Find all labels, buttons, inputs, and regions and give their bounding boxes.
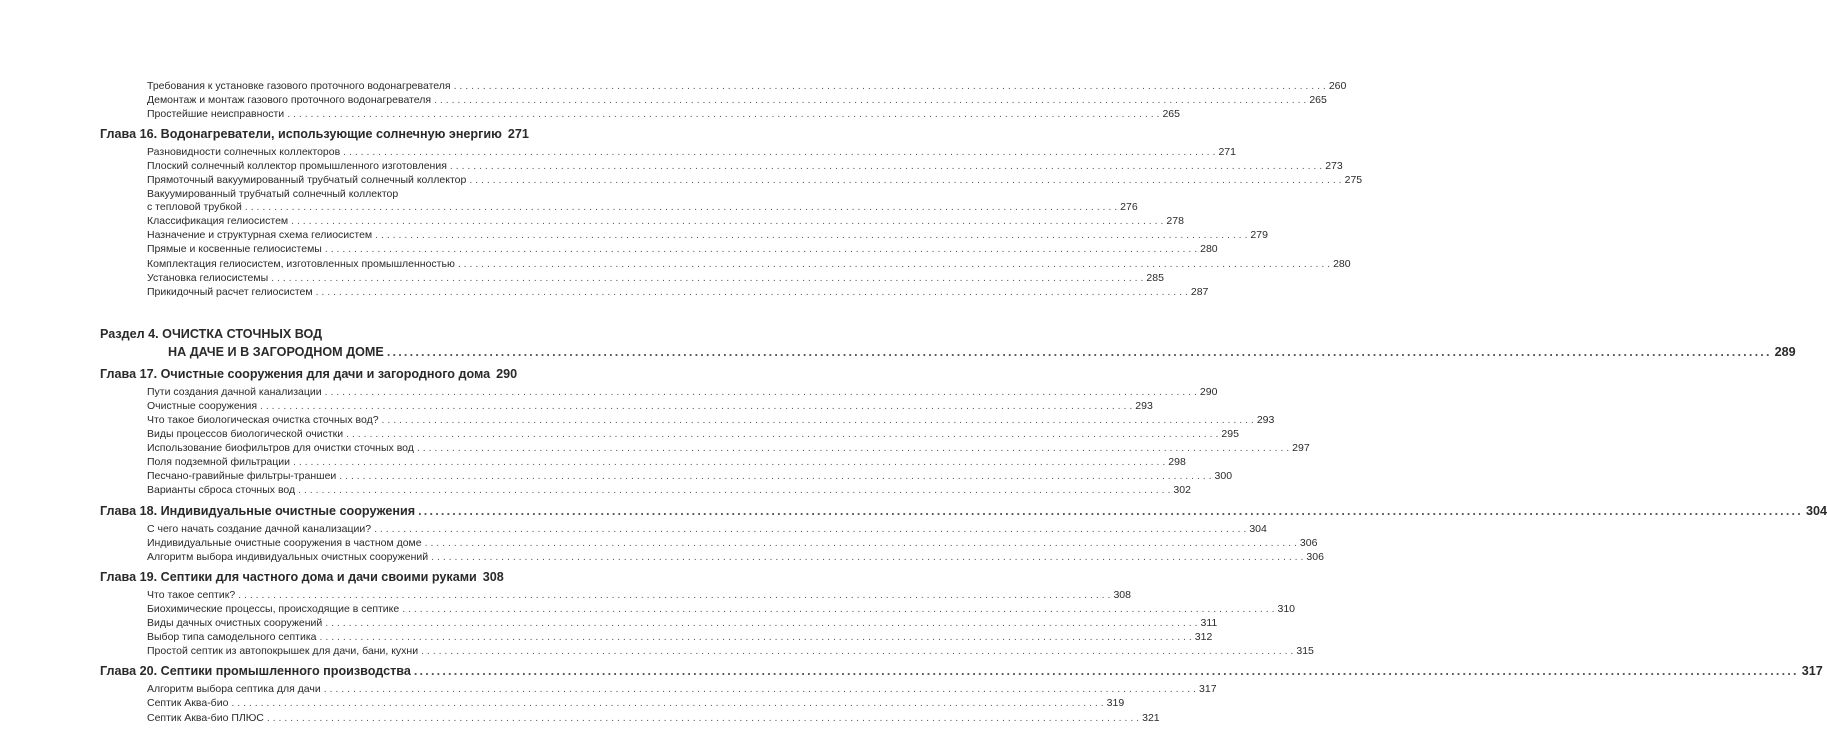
toc-entry — [100, 242, 1218, 256]
chapter-heading-17 — [100, 365, 518, 383]
section-title-continued: НА ДАЧЕ И В ЗАГОРОДНОМ ДОМЕ — [168, 344, 384, 359]
entry-title: Песчано-гравийные фильтры-траншеи — [147, 470, 337, 483]
entry-page: 265 — [1309, 94, 1327, 107]
toc-entry — [100, 588, 1131, 602]
chapter-title: Глава 18. Индивидуальные очистные сооружения — [100, 503, 416, 518]
entry-title: Назначение и структурная схема гелиосистем — [147, 229, 373, 242]
toc-entry — [100, 550, 1324, 564]
entry-page: 306 — [1306, 550, 1324, 563]
entry-title: Классификация гелиосистем — [147, 215, 289, 228]
dot-leader — [271, 271, 1143, 285]
entry-title: Септик Аква-био — [147, 697, 229, 710]
entry-page: 271 — [1218, 146, 1236, 159]
dot-leader — [434, 93, 1306, 107]
dot-leader — [320, 630, 1192, 644]
dot-leader — [339, 469, 1211, 483]
dot-leader — [287, 107, 1159, 121]
entry-page: 276 — [1120, 201, 1138, 214]
dot-leader — [402, 602, 1274, 616]
entry-page: 317 — [1199, 683, 1217, 696]
toc-entry — [100, 257, 1351, 271]
entry-title: Прикидочный расчет гелиосистем — [147, 285, 313, 298]
dot-leader — [450, 159, 1322, 173]
dot-leader — [325, 242, 1197, 256]
dot-leader — [421, 644, 1293, 658]
dot-leader — [293, 455, 1165, 469]
dot-leader — [374, 522, 1246, 536]
dot-leader — [417, 441, 1289, 455]
dot-leader — [375, 228, 1247, 242]
entry-title: Что такое септик? — [147, 588, 236, 601]
chapter-heading-18 — [100, 502, 1827, 520]
chapter-page: 304 — [1805, 503, 1827, 518]
entry-page: 265 — [1162, 108, 1180, 121]
entry-page: 290 — [1199, 385, 1218, 398]
chapter-heading-20 — [100, 662, 1823, 680]
dot-leader — [387, 343, 1772, 361]
dot-leader — [298, 483, 1170, 497]
dot-leader — [231, 696, 1103, 710]
section-heading-line2 — [100, 343, 1796, 361]
dot-leader — [291, 214, 1163, 228]
entry-page: 312 — [1194, 631, 1213, 644]
toc-entry — [100, 427, 1239, 441]
toc-entry — [100, 682, 1217, 696]
entry-page: 297 — [1292, 442, 1310, 455]
entry-title: Выбор типа самодельного септика — [147, 631, 317, 644]
chapter-page: 290 — [496, 366, 518, 381]
entry-page: 321 — [1142, 711, 1160, 724]
toc-entry — [100, 228, 1268, 242]
toc-entry — [100, 271, 1164, 285]
chapter-page: 271 — [507, 127, 529, 142]
chapter-title: Глава 19. Септики для частного дома и дачи своими руками — [100, 569, 477, 584]
entry-title: Требования к установке газового проточного водонагревателя — [147, 80, 451, 92]
entry-title: Поля подземной фильтрации — [147, 456, 290, 469]
table-of-contents — [100, 79, 1827, 725]
section-heading-line1 — [100, 325, 502, 343]
entry-title: Алгоритм выбора индивидуальных очистных сооружений — [147, 550, 429, 563]
entry-title: Разновидности солнечных коллекторов — [147, 146, 341, 159]
toc-entry — [100, 145, 1236, 159]
chapter-page: 308 — [482, 569, 504, 584]
toc-entry — [100, 536, 1318, 550]
toc-entry — [100, 285, 1209, 299]
chapter-heading-19 — [100, 568, 502, 586]
dot-leader — [325, 616, 1197, 630]
entry-title: Прямоточный вакуумированный трубчатый солнечный коллектор — [147, 174, 467, 187]
entry-title: Индивидуальные очистные сооружения в частном доме — [147, 536, 422, 549]
toc-entry — [100, 630, 1213, 644]
entry-page: 293 — [1256, 414, 1275, 426]
entry-title: Что такое биологическая очистка сточных вод? — [147, 414, 379, 426]
toc-entry-first-line — [100, 188, 502, 201]
entry-page: 295 — [1221, 428, 1239, 441]
entry-title: Виды дачных очистных сооружений — [147, 617, 323, 630]
toc-entry — [100, 469, 1233, 483]
entry-page: 285 — [1146, 271, 1164, 284]
entry-page: 280 — [1200, 243, 1218, 256]
entry-title: Демонтаж и монтаж газового проточного водонагревателя — [147, 94, 432, 107]
toc-entry — [100, 522, 1267, 536]
entry-title: Пути создания дачной канализации — [147, 385, 322, 398]
dot-leader — [346, 427, 1218, 441]
entry-title: Биохимические процессы, происходящие в септике — [147, 602, 400, 615]
entry-page: 310 — [1277, 602, 1296, 615]
entry-page: 278 — [1166, 215, 1184, 228]
entry-page: 279 — [1250, 229, 1268, 242]
dot-leader — [418, 502, 1803, 520]
dot-leader — [324, 682, 1196, 696]
entry-title: с тепловой трубкой — [147, 201, 242, 214]
chapter-heading-16 — [100, 125, 529, 143]
entry-title: Виды процессов биологической очистки — [147, 428, 344, 441]
dot-leader — [325, 385, 1197, 399]
dot-leader — [454, 79, 1326, 93]
toc-entry — [100, 79, 1347, 93]
toc-entry — [100, 602, 1296, 616]
entry-page: 275 — [1344, 174, 1363, 187]
entry-title: Прямые и косвенные гелиосистемы — [147, 243, 322, 256]
chapter-title: Глава 16. Водонагреватели, использующие солнечную энергию — [100, 127, 502, 142]
dot-leader — [414, 662, 1799, 680]
section-page: 289 — [1774, 344, 1796, 359]
toc-entry — [100, 385, 1218, 399]
entry-title: Плоский солнечный коллектор промышленного изготовления — [147, 160, 447, 173]
dot-leader — [458, 257, 1330, 271]
entry-title: Комплектация гелиосистем, изготовленных промышленностью — [147, 257, 455, 270]
dot-leader — [245, 200, 1117, 214]
entry-page: 298 — [1168, 456, 1186, 469]
entry-title: Очистные сооружения — [147, 399, 258, 412]
toc-entry — [100, 696, 1125, 710]
entry-page: 287 — [1190, 285, 1209, 298]
dot-leader — [316, 285, 1188, 299]
toc-entry — [100, 200, 1138, 214]
entry-page: 311 — [1200, 617, 1218, 630]
toc-entry — [100, 483, 1191, 497]
toc-entry — [100, 93, 1327, 107]
toc-entry — [100, 616, 1218, 630]
toc-entry — [100, 173, 1363, 187]
entry-title: Варианты сброса сточных вод — [147, 484, 296, 497]
chapter-page: 317 — [1801, 664, 1823, 679]
dot-leader — [382, 413, 1254, 427]
entry-page: 306 — [1299, 536, 1318, 549]
entry-title: Использование биофильтров для очистки сточных вод — [147, 442, 414, 455]
entry-title: Простой септик из автопокрышек для дачи, бани, кухни — [147, 645, 419, 658]
section-spacer — [100, 299, 502, 325]
toc-entry — [100, 441, 1310, 455]
toc-entry — [100, 413, 1275, 427]
dot-leader — [238, 588, 1110, 602]
chapter-title: Глава 20. Септики промышленного производства — [100, 664, 411, 679]
entry-title: Простейшие неисправности — [147, 108, 285, 121]
entry-page: 308 — [1113, 588, 1131, 601]
entry-title: С чего начать создание дачной канализации? — [147, 522, 372, 535]
entry-title: Установка гелиосистемы — [147, 271, 269, 284]
entry-page: 315 — [1296, 645, 1314, 658]
dot-leader — [260, 399, 1132, 413]
toc-entry — [100, 159, 1343, 173]
section-title: Раздел 4. ОЧИСТКА СТОЧНЫХ ВОД — [100, 326, 323, 341]
entry-page: 302 — [1173, 484, 1191, 497]
entry-page: 280 — [1333, 257, 1351, 270]
entry-page: 273 — [1325, 160, 1343, 173]
dot-leader — [425, 536, 1297, 550]
dot-leader — [431, 550, 1303, 564]
entry-title: Алгоритм выбора септика для дачи — [147, 683, 321, 696]
dot-leader — [343, 145, 1215, 159]
entry-page: 304 — [1249, 522, 1267, 535]
entry-title: Септик Аква-био ПЛЮС — [147, 711, 264, 724]
dot-leader — [267, 711, 1139, 725]
toc-entry — [100, 399, 1153, 413]
toc-entry — [100, 644, 1314, 658]
toc-entry — [100, 455, 1186, 469]
chapter-title: Глава 17. Очистные сооружения для дачи и загородного дома — [100, 366, 491, 381]
toc-entry — [100, 214, 1184, 228]
entry-page: 260 — [1328, 80, 1347, 92]
toc-entry — [100, 107, 1180, 121]
entry-title: Вакуумированный трубчатый солнечный коллектор — [147, 187, 399, 200]
toc-entry — [100, 711, 1160, 725]
entry-page: 293 — [1135, 399, 1153, 412]
dot-leader — [469, 173, 1341, 187]
entry-page: 319 — [1106, 697, 1125, 710]
entry-page: 300 — [1214, 470, 1233, 483]
